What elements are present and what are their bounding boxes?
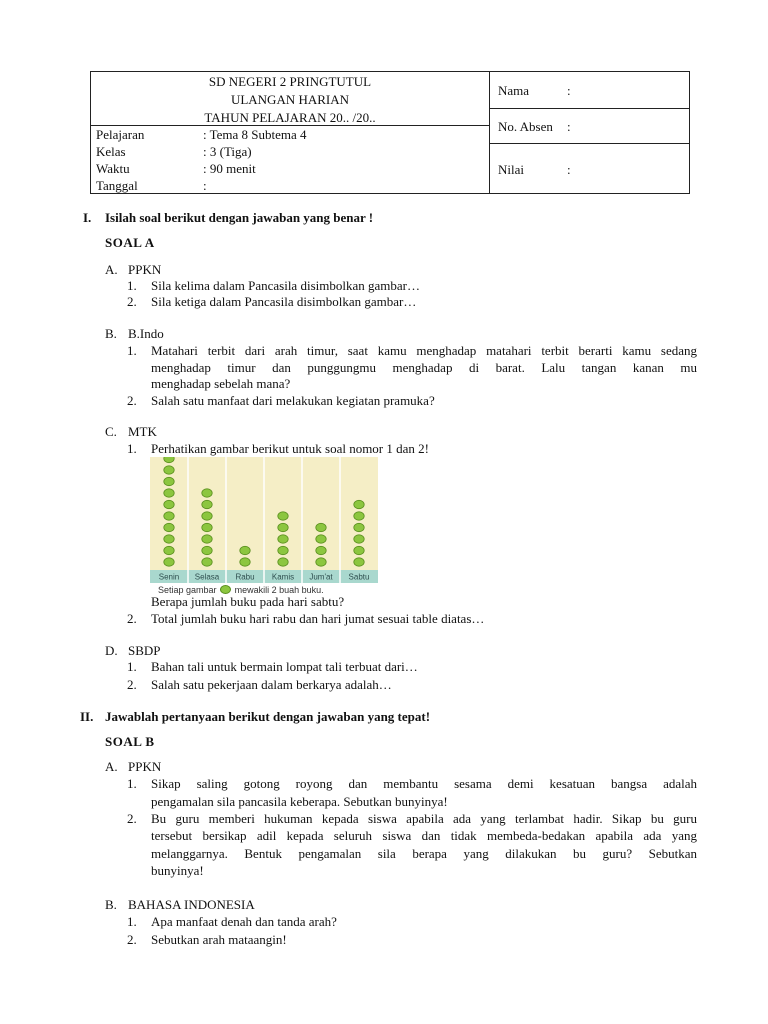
question-number: 2. (127, 677, 137, 692)
section-title-ppkn: PPKN (128, 262, 162, 277)
field-label-tanggal: Tanggal (96, 178, 138, 193)
field-value-pelajaran: : Tema 8 Subtema 4 (203, 127, 307, 142)
section-letter: D. (105, 643, 118, 658)
question-number: 1. (127, 776, 137, 791)
exam-title: ULANGAN HARIAN (230, 92, 350, 107)
field-label-nilai: Nilai (498, 162, 524, 177)
chart-caption-before: Setiap gambar (158, 585, 217, 595)
section-title-mtk: MTK (128, 424, 157, 439)
question-text: Total jumlah buku hari rabu dan hari jumat sesuai table diatas… (151, 611, 485, 626)
book-icon (202, 500, 212, 508)
book-icon (202, 558, 212, 566)
field-value-nama: : (567, 83, 571, 98)
question-text: Bahan tali untuk bermain lompat tali terbuat dari… (151, 659, 418, 674)
book-icon (164, 546, 174, 554)
school-year: TAHUN PELAJARAN 20.. /20.. (204, 110, 376, 125)
book-icon (164, 535, 174, 543)
field-label-waktu: Waktu (96, 161, 130, 176)
book-icon (278, 535, 288, 543)
question-number: 2. (127, 611, 137, 626)
section-letter: A. (105, 759, 118, 774)
book-icon (164, 558, 174, 566)
section-letter: B. (105, 897, 117, 912)
book-icon (164, 512, 174, 520)
book-icon (202, 546, 212, 554)
question-text: Sila kelima dalam Pancasila disimbolkan gambar… (151, 278, 420, 293)
part1-soal-heading: SOAL A (105, 235, 155, 250)
book-icon (164, 523, 174, 531)
book-icon (354, 512, 364, 520)
question-text: Apa manfaat denah dan tanda arah? (151, 914, 337, 929)
question-text: Sebutkan arah mataangin! (151, 932, 287, 947)
question-text: pengamalan sila pancasila keberapa. Sebutkan bunyinya! (151, 794, 448, 809)
header-divider (489, 108, 689, 109)
book-icon (164, 477, 174, 485)
section-title-bindo: B.Indo (128, 326, 164, 341)
book-icon (316, 523, 326, 531)
field-value-no-absen: : (567, 119, 571, 134)
question-text: Sikap saling gotong royong dan membantu sesama demi kesatuan bangsa adalah (151, 776, 697, 791)
part2-soal-heading: SOAL B (105, 734, 155, 749)
part1-instruction: Isilah soal berikut dengan jawaban yang benar ! (105, 210, 374, 225)
part1-number: I. (83, 210, 92, 225)
book-icon (316, 546, 326, 554)
question-number: 1. (127, 659, 137, 674)
question-text: bunyinya! (151, 863, 204, 878)
book-icon (278, 512, 288, 520)
section-title-sbdp: SBDP (128, 643, 161, 658)
question-text: tersebut bersikap adil kepada seluruh siswa dan tidak membeda-bedakan apabila ada yang (151, 828, 697, 843)
question-text: melanggarnya. Bentuk pengamalan sila berapa yang dilakukan bu guru? Sebutkan (151, 846, 697, 861)
field-value-waktu: : 90 menit (203, 161, 256, 176)
book-icon (164, 500, 174, 508)
part2-instruction: Jawablah pertanyaan berikut dengan jawaban yang tepat! (105, 709, 431, 724)
field-value-kelas: : 3 (Tiga) (203, 144, 252, 159)
book-icon (202, 489, 212, 497)
book-icon (354, 535, 364, 543)
section-title-ppkn: PPKN (128, 759, 162, 774)
question-number: 1. (127, 441, 137, 456)
book-icon (278, 558, 288, 566)
book-icon (316, 535, 326, 543)
question-number: 1. (127, 343, 137, 358)
book-icon (164, 466, 174, 474)
question-text: Perhatikan gambar berikut untuk soal nomor 1 dan 2! (151, 441, 429, 456)
field-value-tanggal: : (203, 178, 207, 193)
chart-category-label: Senin (158, 572, 180, 582)
field-label-nama: Nama (498, 83, 530, 98)
book-icon (202, 523, 212, 531)
book-icon (278, 523, 288, 531)
book-icon (354, 558, 364, 566)
book-icon (354, 523, 364, 531)
chart-category-label: Sabtu (348, 572, 370, 582)
pictograph-chart (150, 457, 378, 583)
book-icon (164, 489, 174, 497)
question-number: 1. (127, 914, 137, 929)
section-letter: A. (105, 262, 118, 277)
field-value-nilai: : (567, 162, 571, 177)
question-text: Bu guru memberi hukuman kepada siswa apabila ada yang terlambat hadir. Sikap bu guru (151, 811, 697, 826)
book-icon (354, 546, 364, 554)
question-text: Matahari terbit dari arah timur, saat kamu menghadap matahari terbit berarti kamu sedang (151, 343, 697, 358)
part2-number: II. (80, 709, 94, 724)
question-number: 2. (127, 932, 137, 947)
question-number: 2. (127, 811, 137, 826)
question-number: 2. (127, 393, 137, 408)
field-label-pelajaran: Pelajaran (96, 127, 145, 142)
field-label-kelas: Kelas (96, 144, 126, 159)
book-icon (164, 457, 174, 463)
book-icon (202, 535, 212, 543)
chart-category-label: Kamis (271, 572, 295, 582)
header-divider (489, 72, 490, 193)
question-number: 2. (127, 294, 137, 309)
chart-category-label: Selasa (194, 572, 220, 582)
book-icon (316, 558, 326, 566)
chart-category-label: Jum'at (309, 572, 333, 582)
book-icon (354, 500, 364, 508)
chart-caption-after: mewakili 2 buah buku. (234, 585, 324, 595)
question-text: Sila ketiga dalam Pancasila disimbolkan gambar… (151, 294, 417, 309)
book-icon (278, 546, 288, 554)
header-divider (489, 143, 689, 144)
section-title-bahasa-indonesia: BAHASA INDONESIA (128, 897, 255, 912)
section-letter: C. (105, 424, 117, 439)
chart-category-label: Rabu (235, 572, 255, 582)
school-name: SD NEGERI 2 PRINGTUTUL (208, 74, 372, 89)
question-number: 1. (127, 278, 137, 293)
section-letter: B. (105, 326, 117, 341)
book-icon (202, 512, 212, 520)
book-icon (240, 546, 250, 554)
question-text: menghadap timur dan punggungmu menghadap di barat. Lalu tangan kanan mu (151, 360, 697, 375)
field-label-no-absen: No. Absen (498, 119, 553, 134)
header-table (90, 71, 690, 194)
book-icon (240, 558, 250, 566)
question-text: Salah satu manfaat dari melakukan kegiatan pramuka? (151, 393, 435, 408)
question-text: menghadap sebelah mana? (151, 376, 291, 391)
question-text: Berapa jumlah buku pada hari sabtu? (151, 594, 345, 609)
question-text: Salah satu pekerjaan dalam berkarya adalah… (151, 677, 392, 692)
